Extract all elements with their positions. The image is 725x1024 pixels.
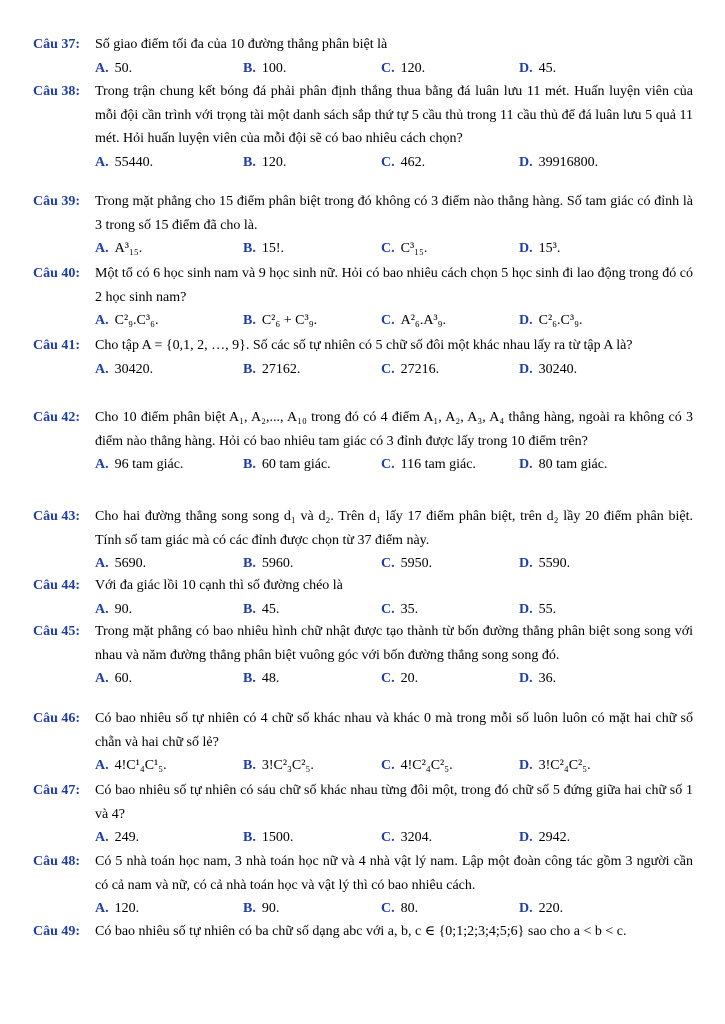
option-a[interactable]: A. 5690. [95,556,147,571]
option-d[interactable]: D. 2942. [519,830,571,845]
options-row [95,897,693,921]
option-c[interactable]: C. 120. [381,60,426,76]
question-number: Câu 38: [33,84,81,99]
question-41 [33,334,693,381]
option-a[interactable]: A. 55440. [95,154,154,170]
question-number: Câu 37: [33,37,81,52]
options-row [95,552,693,576]
options-row [95,826,693,850]
question-46 [33,707,693,778]
question-stem: Với đa giác lồi 10 cạnh thì số đường chéo là [95,578,343,593]
options-row [95,237,693,261]
option-a[interactable]: A. 30420. [95,361,154,377]
option-d[interactable]: D. 39916800. [519,154,599,170]
option-c[interactable]: C. A²₆.A³₉. [381,313,447,328]
question-47 [33,779,693,850]
option-c[interactable]: C. 4!C²₄C²₅. [381,758,453,773]
option-d[interactable]: D. 30240. [519,361,578,377]
option-c[interactable]: C. 5950. [381,556,433,571]
options-row [95,358,693,382]
options-row [95,151,693,175]
question-number: Câu 40: [33,266,81,281]
option-a[interactable]: A. 249. [95,830,140,845]
question-stem: Một tổ có 6 học sinh nam và 9 học sinh nữ. Hỏi có bao nhiêu cách chọn 5 học sinh đi lao động trong đó có 2 học sinh nam? [95,266,693,305]
option-d[interactable]: D. 220. [519,901,564,916]
option-b[interactable]: B. 48. [243,671,280,686]
option-b[interactable]: B. 5960. [243,556,294,571]
question-stem: Trong mặt phẳng cho 15 điểm phân biệt trong đó không có 3 điểm nào thẳng hàng. Số tam giác có đỉnh là 3 trong số 15 điểm đã cho là. [95,194,693,233]
question-stem: Cho 10 điểm phân biệt A₁, A₂,..., A₁₀ trong đó có 4 điểm A₁, A₂, A₃, A₄ thẳng hàng, ngoài ra không có 3 điểm nào thẳng hàng. Hỏi có bao nhiêu tam giác có 3 đỉnh được lấy trong 10 điểm trên? [95,410,693,449]
option-a[interactable]: A. 50. [95,60,133,76]
question-number: Câu 46: [33,711,81,726]
question-number: Câu 48: [33,854,81,869]
option-d[interactable]: D. 3!C²₄C²₅. [519,758,591,773]
option-a[interactable]: A. 60. [95,671,133,686]
option-c[interactable]: C. 35. [381,601,419,617]
option-d[interactable]: D. 36. [519,671,557,686]
option-d[interactable]: D. 15³. [519,241,561,256]
question-stem: Có 5 nhà toán học nam, 3 nhà toán học nữ và 4 nhà vật lý nam. Lập một đoàn công tác gồm 3 người cần có cả nam và nữ, có cả nhà toán học và vật lý thì có bao nhiêu cách. [95,854,693,893]
question-43 [33,505,693,576]
question-number: Câu 39: [33,194,81,209]
question-stem: Có bao nhiêu số tự nhiên có 4 chữ số khác nhau và khác 0 mà trong mỗi số luôn luôn có mặt hai chữ số chẵn và hai chữ số lẻ? [95,711,693,750]
question-number: Câu 41: [33,338,81,353]
question-stem: Trong trận chung kết bóng đá phải phân định thắng thua bằng đá luân lưu 11 mét. Huấn luyện viên của mỗi đội cần trình với trọng tài một danh sách sắp thứ tự 5 cầu thủ trong 11 cầu thủ để đá luân lưu 5 quả 11 mét. Hỏi huấn luyện viên của mỗi đội sẽ có bao nhiêu cách chọn? [95,84,693,146]
option-c[interactable]: C. 20. [381,671,419,686]
question-number: Câu 43: [33,509,81,524]
question-37 [33,33,693,80]
option-d[interactable]: D. 45. [519,60,557,76]
options-row [95,667,693,691]
option-b[interactable]: B. 120. [243,154,287,170]
option-b[interactable]: B. 1500. [243,830,294,845]
option-a[interactable]: A. A³₁₅. [95,241,143,256]
option-d[interactable]: D. 80 tam giác. [519,457,608,472]
option-a[interactable]: A. 120. [95,901,140,916]
option-d[interactable]: D. 5590. [519,556,571,571]
question-44 [33,574,693,621]
option-a[interactable]: A. 90. [95,601,133,617]
option-d[interactable]: D. 55. [519,601,557,617]
options-row [95,453,693,477]
option-b[interactable]: B. 15!. [243,241,285,256]
option-a[interactable]: A. 96 tam giác. [95,457,184,472]
option-b[interactable]: B. 100. [243,60,287,76]
option-c[interactable]: C. 3204. [381,830,433,845]
question-stem: Cho tập A = {0,1, 2, …, 9}. Số các số tự nhiên có 5 chữ số đôi một khác nhau lấy ra từ tập A là? [95,338,633,353]
question-number: Câu 49: [33,924,81,939]
question-stem: Có bao nhiêu số tự nhiên có sáu chữ số khác nhau từng đôi một, trong đó chữ số 5 đứng giữa hai chữ số 1 và 4? [95,783,693,822]
option-b[interactable]: B. 27162. [243,361,301,377]
question-stem: Trong mặt phẳng có bao nhiêu hình chữ nhật được tạo thành từ bốn đường thẳng phân biệt song song với nhau và năm đường thẳng phân biệt vuông góc với bốn đường thẳng song song đó. [95,624,693,663]
question-38 [33,80,693,174]
question-45 [33,620,693,691]
question-49 [33,920,693,944]
question-stem: Cho hai đường thẳng song song d₁ và d₂. Trên d₁ lấy 17 điểm phân biệt, trên d₂ lầy 20 điểm phân biệt. Tính số tam giác mà có các đỉnh được chọn từ 37 điểm này. [95,509,693,548]
options-row [95,309,693,333]
question-39 [33,190,693,261]
option-d[interactable]: D. C²₆.C³₉. [519,313,583,328]
option-a[interactable]: A. 4!C¹₄C¹₅. [95,758,167,773]
option-c[interactable]: C. 462. [381,154,426,170]
option-b[interactable]: B. 90. [243,901,280,916]
question-number: Câu 47: [33,783,81,798]
option-a[interactable]: A. C²₉.C³₆. [95,313,159,328]
option-c[interactable]: C. 80. [381,901,419,916]
option-c[interactable]: C. C³₁₅. [381,241,428,256]
option-c[interactable]: C. 116 tam giác. [381,457,476,472]
question-number: Câu 42: [33,410,81,425]
option-b[interactable]: B. 45. [243,601,280,617]
question-40 [33,262,693,333]
question-stem: Số giao điểm tối đa của 10 đường thẳng phân biệt là [95,37,388,52]
question-number: Câu 45: [33,624,81,639]
question-stem: Có bao nhiêu số tự nhiên có ba chữ số dạng abc với a, b, c ∈ {0;1;2;3;4;5;6} sao cho a < b < c. [95,924,627,939]
question-48 [33,850,693,921]
question-42 [33,406,693,477]
question-number: Câu 44: [33,578,81,593]
option-b[interactable]: B. 60 tam giác. [243,457,331,472]
options-row [95,754,693,778]
option-b[interactable]: B. C²₆ + C³₉. [243,313,318,328]
option-c[interactable]: C. 27216. [381,361,440,377]
option-b[interactable]: B. 3!C²₃C²₅. [243,758,314,773]
options-row [95,57,693,81]
options-row [95,598,693,622]
